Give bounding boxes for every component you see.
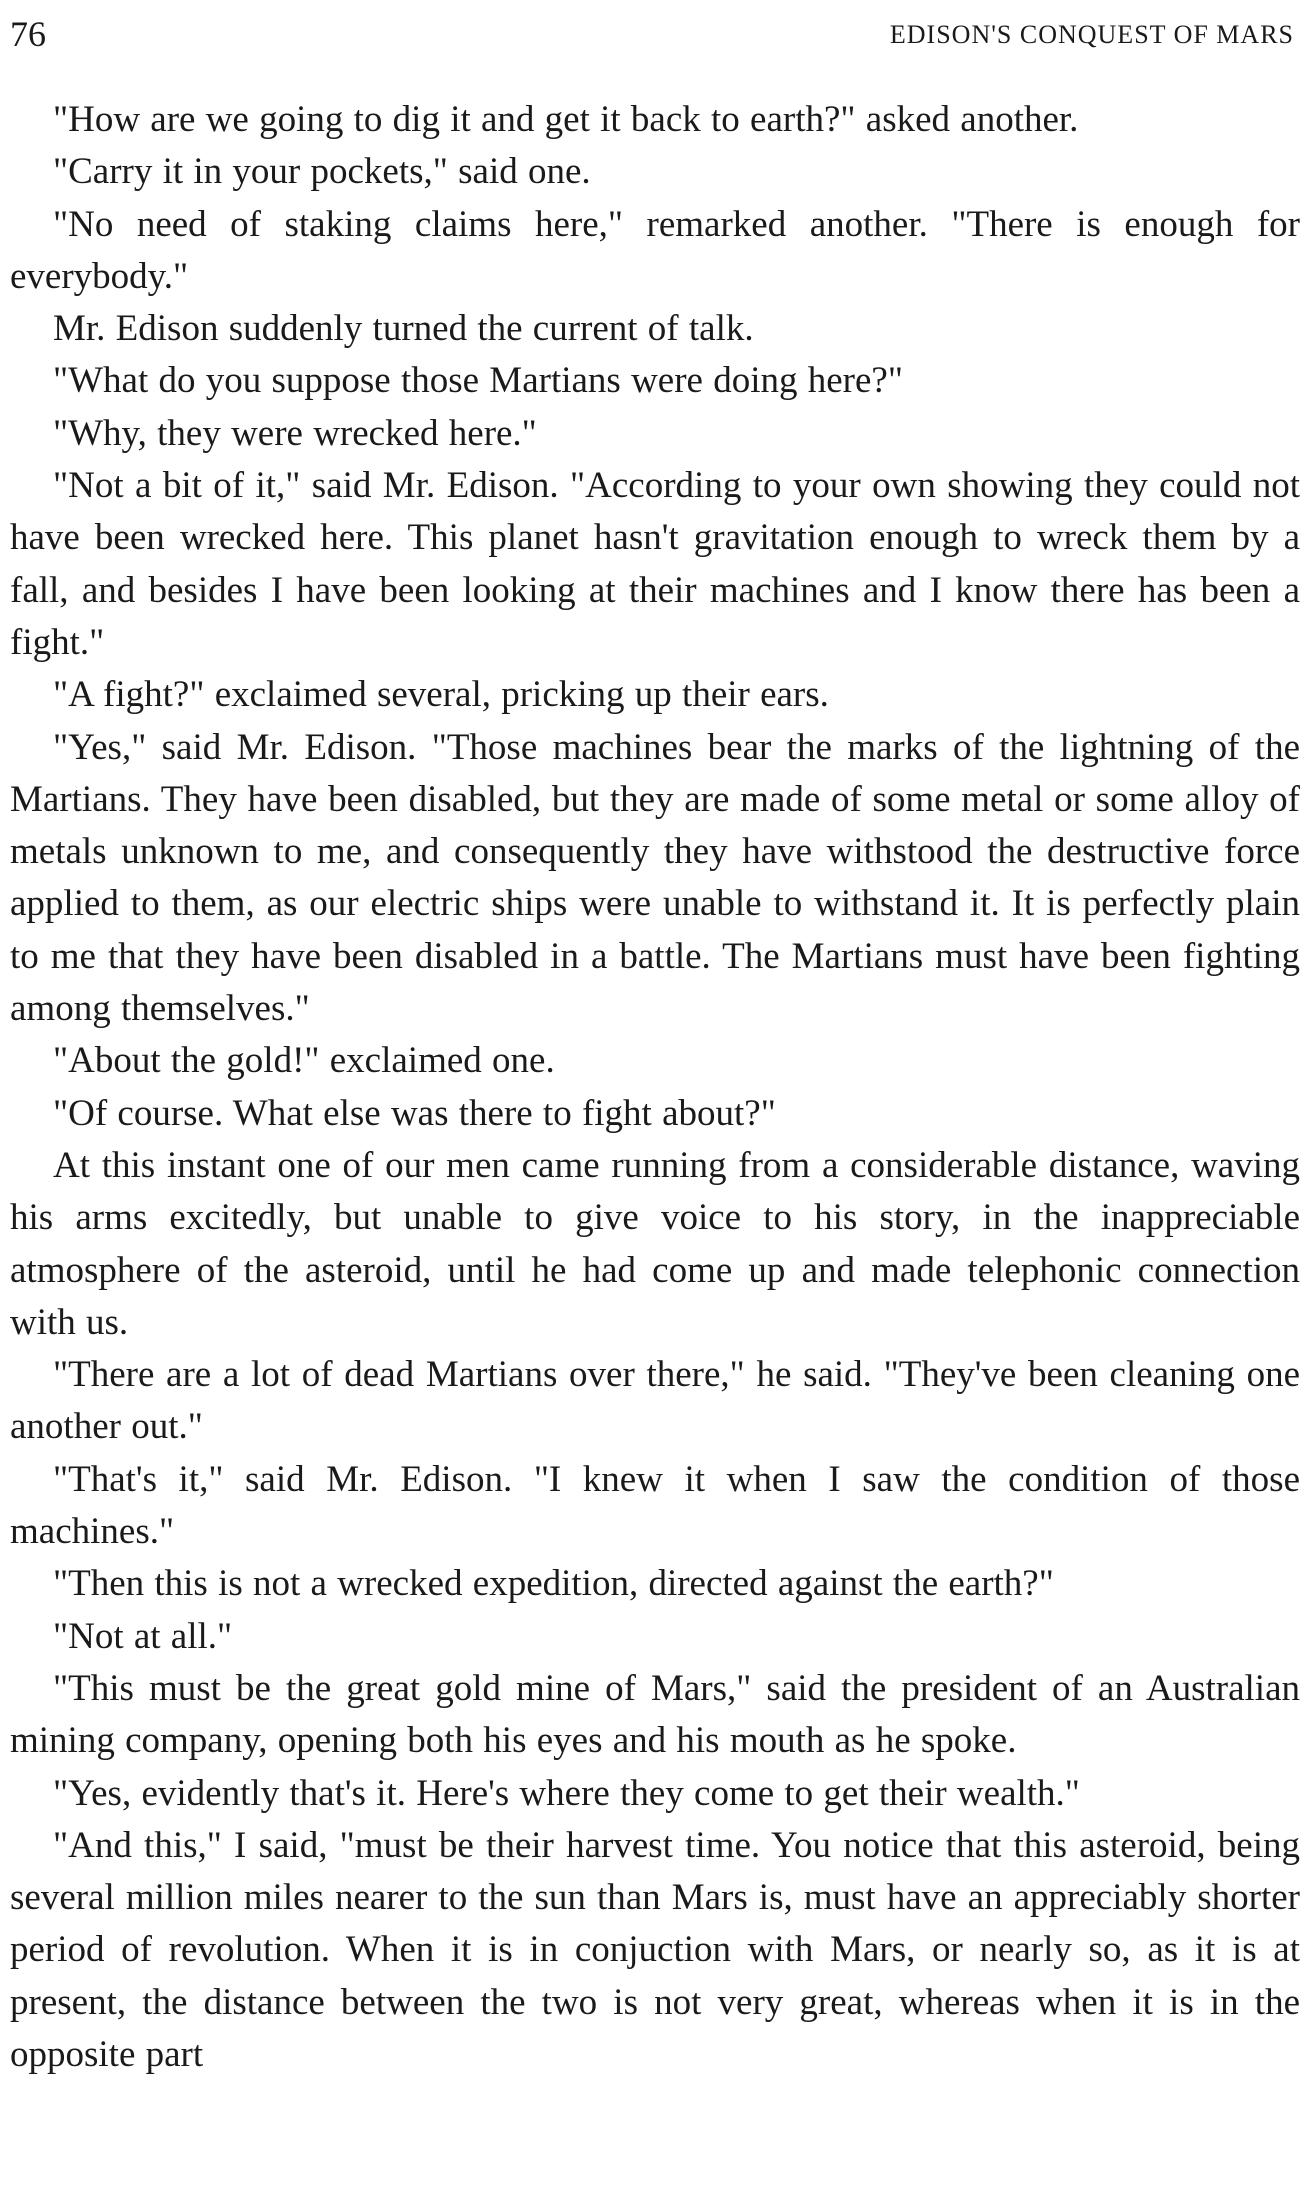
paragraph: "Then this is not a wrecked expedition, directed against the earth?" — [53, 1563, 1054, 1605]
book-page — [10, 0, 1304, 2199]
paragraph: At this instant one of our men came running from a considerable distance, waving his arms excitedly, but unable to give voice to his story, in the inappreciable atmosphere of the asteroid, until he had come up and made telephonic connection with us. — [10, 1144, 1300, 1343]
body-text — [10, 94, 1300, 2081]
paragraph: "A fight?" exclaimed several, pricking up their ears. — [53, 674, 829, 716]
paragraph: "How are we going to dig it and get it back to earth?" asked another. — [53, 99, 1079, 140]
paragraph: Mr. Edison suddenly turned the current of talk. — [53, 308, 754, 350]
paragraph: "And this," I said, "must be their harvest time. You notice that this asteroid, being several million miles nearer to the sun than Mars is, must have an appreciably shorter period of revolution. When it is in conjuction with Mars, or nearly so, as it is at present, the distance between the two is not very great, whereas when it is in the opposite part — [10, 1824, 1300, 2075]
paragraph: "Why, they were wrecked here." — [53, 412, 537, 454]
paragraph: "This must be the great gold mine of Mars," said the president of an Australian mining company, opening both his eyes and his mouth as he spoke. — [10, 1667, 1300, 1762]
paragraph: "What do you suppose those Martians were doing here?" — [53, 360, 903, 402]
running-head — [10, 0, 1304, 62]
paragraph: "Carry it in your pockets," said one. — [53, 151, 591, 193]
paragraph: "Of course. What else was there to fight about?" — [53, 1092, 776, 1134]
paragraph: "Yes, evidently that's it. Here's where they come to get their wealth." — [53, 1772, 1080, 1814]
paragraph: "No need of staking claims here," remarked another. "There is enough for everybody." — [10, 203, 1300, 297]
paragraph: "That's it," said Mr. Edison. "I knew it when I saw the condition of those machines." — [10, 1458, 1300, 1553]
paragraph: "There are a lot of dead Martians over there," he said. "They've been cleaning one another out." — [10, 1354, 1300, 1448]
running-title: EDISON'S CONQUEST OF MARS — [889, 20, 1294, 49]
paragraph: "Not at all." — [53, 1615, 233, 1657]
paragraph: "About the gold!" exclaimed one. — [53, 1040, 555, 1082]
page-number: 76 — [10, 14, 46, 54]
paragraph: "Yes," said Mr. Edison. "Those machines bear the marks of the lightning of the Martians. They have been disabled, but they are made of some metal or some alloy of metals unknown to me, and consequently they have withstood the destructive force applied to them, as our electric ships were unable to withstand it. It is perfectly plain to me that they have been disabled in a battle. The Martians must have been fighting among themselves." — [10, 726, 1300, 1030]
paragraph: "Not a bit of it," said Mr. Edison. "According to your own showing they could not have been wrecked here. This planet hasn't gravitation enough to wreck them by a fall, and besides I have been looking at their machines and I know there has been a fight." — [10, 465, 1300, 663]
